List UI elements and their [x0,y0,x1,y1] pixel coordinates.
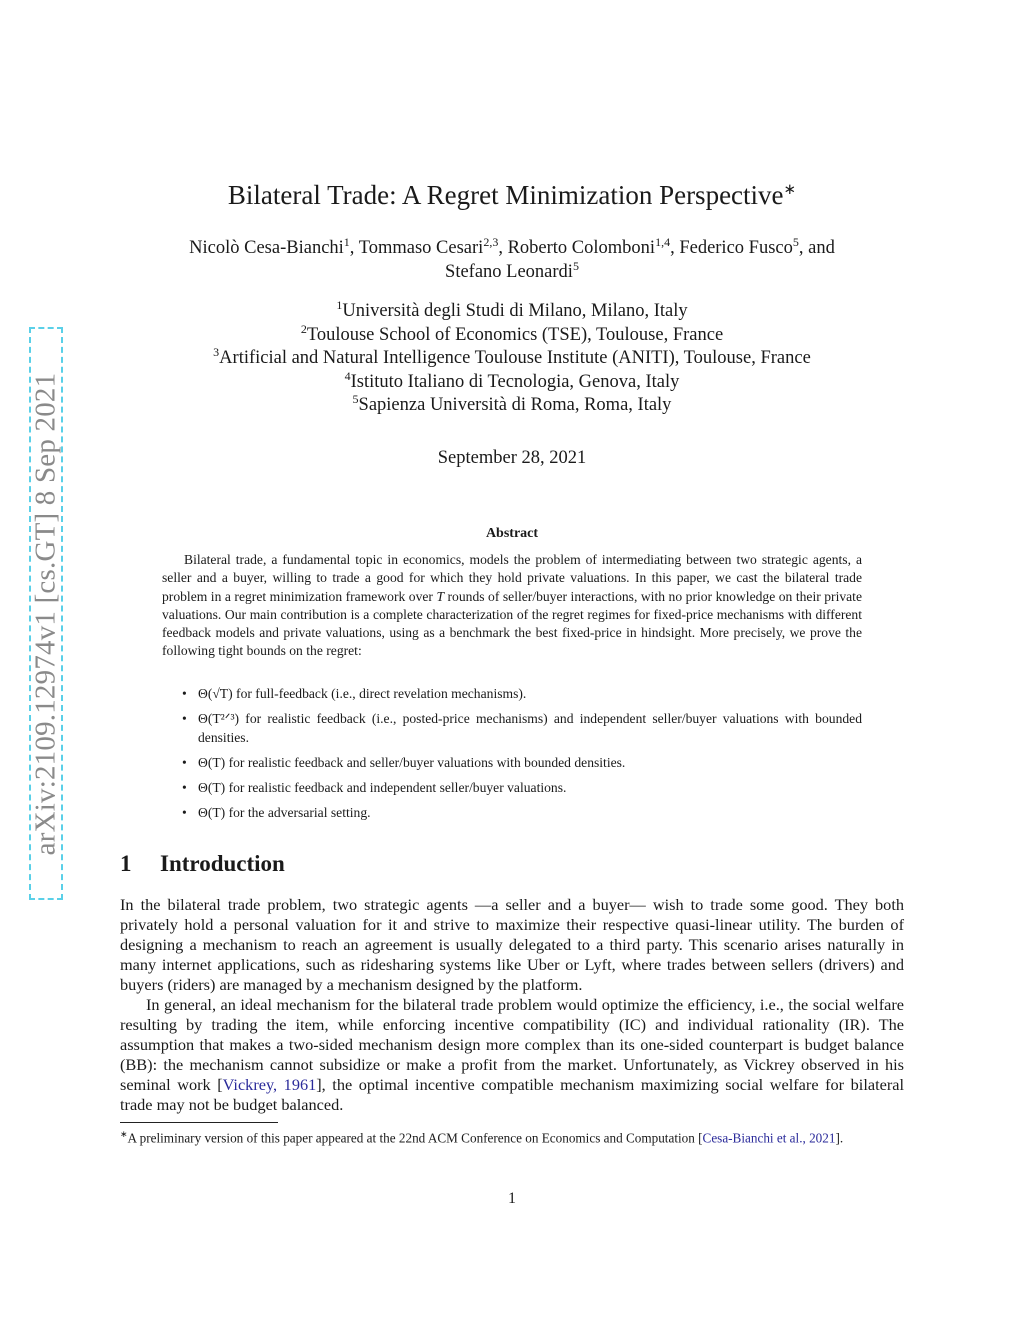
author-affil-mark: 5 [792,234,799,249]
list-item [182,685,862,703]
regret-bounds-list [182,685,862,830]
abstract-paragraph [162,551,862,661]
affil-text: Istituto Italiano di Tecnologia, Genova, Italy [350,371,680,392]
arxiv-identifier: arXiv:2109.12974v1 [cs.GT] 8 Sep 2021 [29,372,62,855]
abstract-text: rounds of seller/buyer interactions, with no prior knowledge on their private valuations. Our main contribution is a complete characterization of the regret regimes for fixed-price mechanisms with different feedback models and private valuations, using as a benchmark the best fixed-price in hindsight. More precisely, we prove the following tight bounds on the regret: [162,588,862,659]
author: Tommaso Cesari [358,238,484,258]
bullet-text: for the adversarial setting. [228,805,371,821]
list-item [182,804,862,822]
bound-formula: Θ(T²ᐟ³) [198,711,240,727]
bound-formula: Θ(√T) [198,686,233,701]
author: Federico Fusco [679,238,793,258]
bullet-text: for realistic feedback and independent seller/buyer valuations. [228,780,567,796]
footnote [120,1126,904,1146]
author: Roberto Colomboni [507,238,656,258]
affiliation [0,321,1024,348]
author-affil-mark: 1 [343,234,350,249]
affil-mark: 4 [344,368,351,383]
bullet-text: for realistic feedback and seller/buyer valuations with bounded densities. [228,754,626,770]
author: Nicolò Cesa-Bianchi [189,238,344,258]
title-footnote-mark: ∗ [783,182,797,198]
list-item [182,710,862,747]
body-text: ], the optimal incentive compatible mechanism maximizing social welfare for bilateral trade may not be budget balanced. [120,1075,904,1114]
section-number: 1 [120,851,132,876]
paper-title [0,180,1024,211]
title-text: Bilateral Trade: A Regret Minimization Perspective [227,180,784,210]
affil-mark: 5 [352,391,359,406]
affiliation [0,391,1024,418]
footnote-mark: ∗ [120,1129,128,1139]
affil-text: Sapienza Università di Roma, Roma, Italy [358,395,672,415]
footnote-rule [120,1122,278,1123]
affil-mark: 3 [213,344,220,359]
affil-mark: 1 [336,297,343,312]
affil-text: Toulouse School of Economics (TSE), Toulouse, France [306,324,724,345]
author-affil-mark: 1,4 [655,234,671,249]
bound-formula: Θ(T) [198,754,226,770]
paper-date: September 28, 2021 [437,448,587,468]
affiliation [0,297,1024,324]
affil-text: Artificial and Natural Intelligence Toulouse Institute (ANITI), Toulouse, France [219,348,811,368]
abstract-body [162,551,862,661]
author: Stefano Leonardi [445,262,573,282]
citation-link[interactable]: Cesa-Bianchi et al., 2021 [702,1130,836,1146]
abstract-heading: Abstract [485,526,539,541]
author-conjunction: and [808,238,835,258]
author-list: Nicolò Cesa-Bianchi$^1$, Tommaso Cesari$^{2,3}$, Roberto Colomboni$^{1,4}$, Federico Fusco$^5$, and Stefano Leonardi$^5$ [189,234,835,282]
affiliation [0,368,1024,395]
bullet-text: for full-feedback (i.e., direct revelation mechanisms). [236,686,527,701]
section-heading [120,851,285,877]
math-variable: T [436,588,445,604]
bound-formula: Θ(T) [198,805,226,821]
footnote-text: ]. [835,1130,844,1146]
affiliation-list [0,297,1024,418]
footnote-text: A preliminary version of this paper appeared at the 22nd ACM Conference on Economics and Computation [ [127,1130,703,1146]
author-affil-mark: 5 [572,258,579,273]
affiliation [0,344,1024,371]
page-number: 1 [508,1190,516,1207]
abstract-text: Bilateral trade, a fundamental topic in economics, models the problem of intermediating between two strategic agents, a seller and a buyer, willing to trade a good for which they hold private valuations. In this paper, we cast the bilateral trade problem in a regret minimization framework over [162,552,862,604]
citation-link[interactable]: Vickrey, 1961 [222,1075,317,1094]
list-item [182,779,862,797]
affil-mark: 2 [300,321,307,336]
affil-text: Università degli Studi di Milano, Milano, Italy [342,301,688,321]
list-item [182,754,862,772]
section-title: Introduction [160,851,285,876]
body-text: In general, an ideal mechanism for the bilateral trade problem would optimize the efficiency, i.e., the social welfare resulting by trading the item, while enforcing incentive compatibility (IC) and individual rationality (IR). The assumption that makes a two-sided mechanism design more complex than its one-sided counterpart is budget balance (BB): the mechanism cannot subsidize or make a profit from the market. Unfortunately, as Vickrey observed in his seminal work [ [120,995,904,1094]
section-body [120,895,904,1115]
body-paragraph: In the bilateral trade problem, two strategic agents —a seller and a buyer— wish to trade some good. They both privately hold a personal valuation for it and strive to maximize their respective quasi-linear utility. The burden of designing a mechanism to reach an agreement is usually delegated to a third party. This scenario arises naturally in many internet applications, such as ridesharing systems like Uber or Lyft, where trades between sellers (drivers) and buyers (riders) are managed by a mechanism designed by the platform. [120,895,904,994]
author-affil-mark: 2,3 [483,234,499,249]
body-paragraph [120,995,904,1115]
bound-formula: Θ(T) [198,780,226,796]
bullet-text: for realistic feedback (i.e., posted-price mechanisms) and independent seller/buyer valuations with bounded densities. [198,711,862,745]
